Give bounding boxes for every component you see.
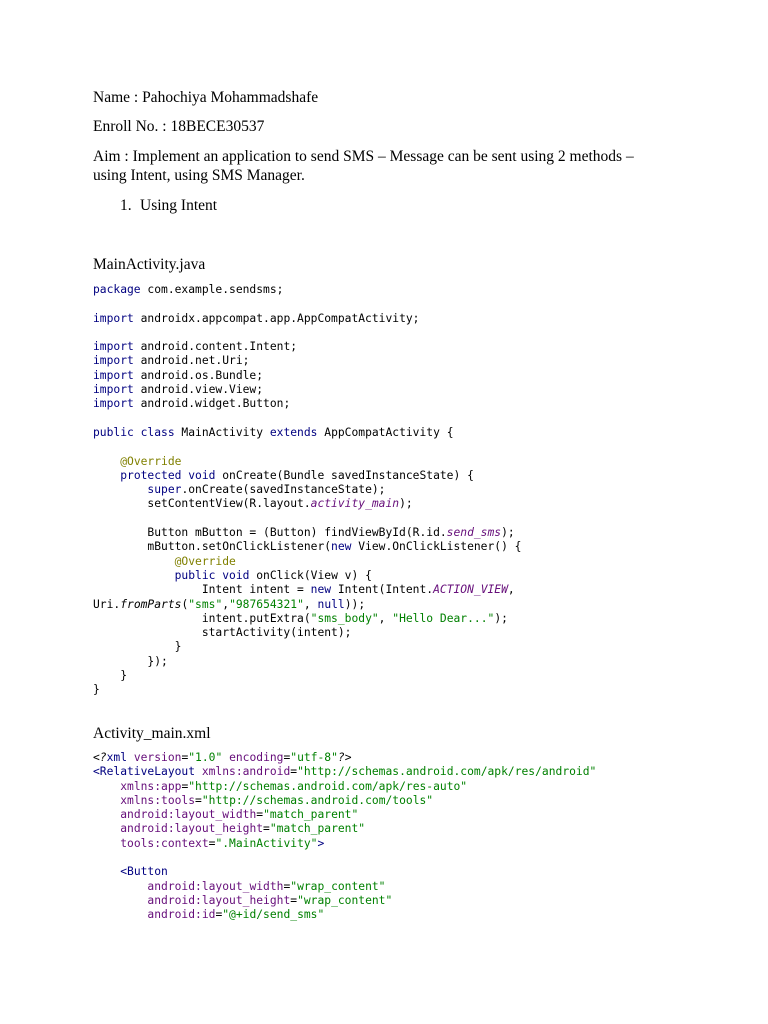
- code-token: MainActivity: [174, 425, 264, 439]
- code-token: import: [93, 397, 134, 411]
- code-line: [93, 583, 522, 597]
- code-token: androidx.appcompat.app.AppCompatActivity;: [133, 311, 420, 325]
- code-token: }: [93, 640, 182, 654]
- code-token: ,: [222, 597, 230, 611]
- code-token: [93, 837, 120, 850]
- code-token: android:layout_height: [147, 893, 291, 907]
- code-line: [93, 497, 522, 511]
- java-section-title: MainActivity.java: [93, 256, 206, 273]
- code-token: "987654321": [229, 597, 304, 611]
- code-line: [93, 283, 522, 297]
- code-token: "http://schemas.android.com/apk/res/android": [297, 765, 597, 779]
- code-token: "wrap_content": [297, 893, 393, 907]
- code-token: import: [93, 354, 134, 368]
- code-line: [93, 794, 596, 808]
- code-line: [93, 626, 522, 640]
- code-token: ,: [378, 611, 393, 625]
- java-code-block: [93, 283, 522, 698]
- code-token: ,: [303, 597, 318, 611]
- code-token: super: [147, 483, 182, 497]
- code-token: );: [494, 611, 508, 625]
- code-line: [93, 822, 596, 836]
- code-token: [93, 569, 175, 582]
- code-line: [93, 412, 522, 426]
- code-line: [93, 297, 522, 311]
- code-token: [93, 894, 147, 907]
- code-token: [93, 455, 120, 468]
- code-token: xml: [106, 751, 134, 764]
- code-token: [93, 865, 120, 878]
- code-line: [93, 369, 522, 383]
- code-line: [93, 526, 522, 540]
- aim-statement: Aim : Implement an application to send SMS – Message can be sent using 2 methods – using Intent, using SMS Manager.: [93, 148, 634, 184]
- code-line: [93, 751, 596, 765]
- list-item-using-intent: [120, 196, 217, 215]
- code-token: [93, 469, 120, 482]
- xml-code-block: [93, 751, 596, 923]
- code-token: "utf-8": [290, 751, 338, 764]
- code-token: new: [331, 540, 352, 554]
- code-line: [93, 340, 522, 354]
- code-token: import: [93, 383, 134, 397]
- code-line: [93, 908, 596, 922]
- code-line: [93, 326, 522, 340]
- code-token: "http://schemas.android.com/tools": [201, 793, 434, 807]
- code-token: ,: [507, 583, 515, 597]
- code-token: AppCompatActivity {: [317, 425, 454, 439]
- code-token: xmlns:app: [120, 779, 182, 793]
- code-token: =: [290, 893, 298, 907]
- code-token: }: [93, 683, 100, 697]
- code-token: [93, 555, 175, 568]
- code-token: "sms": [188, 597, 223, 611]
- code-line: [93, 354, 522, 368]
- code-token: =: [195, 793, 202, 807]
- code-token: xmlns:android: [201, 765, 291, 779]
- code-line: [93, 397, 522, 411]
- code-line: [93, 426, 522, 440]
- code-token: ".MainActivity": [215, 836, 318, 850]
- code-line: [93, 312, 522, 326]
- code-token: @Override: [120, 454, 182, 468]
- code-token: =: [256, 808, 264, 822]
- code-token: [93, 794, 120, 807]
- code-token: =: [181, 751, 189, 764]
- code-token: "match_parent": [263, 808, 359, 822]
- code-token: public class: [93, 425, 175, 439]
- code-token: "http://schemas.android.com/apk/res-auto": [188, 779, 468, 793]
- code-line: [93, 555, 522, 569]
- code-line: [93, 851, 596, 865]
- code-line: [93, 612, 522, 626]
- code-line: [93, 837, 596, 851]
- code-token: "match_parent": [269, 822, 366, 836]
- code-token: public void: [174, 568, 250, 582]
- code-token: .onCreate(savedInstanceState);: [181, 483, 386, 497]
- code-line: [93, 894, 596, 908]
- code-token: onClick(View v) {: [249, 568, 372, 582]
- code-token: com.example.sendsms;: [140, 283, 284, 296]
- code-line: [93, 598, 522, 612]
- code-token: android.os.Bundle;: [133, 368, 264, 382]
- code-token: android:id: [147, 908, 216, 922]
- code-token: =: [208, 836, 216, 850]
- code-line: [93, 440, 522, 454]
- code-token: android:layout_width: [147, 879, 284, 893]
- code-token: [93, 483, 147, 496]
- code-line: [93, 655, 522, 669]
- code-token: [93, 908, 147, 921]
- code-token: import: [93, 368, 134, 382]
- code-token: android.widget.Button;: [133, 397, 291, 411]
- code-token: android:layout_height: [120, 822, 264, 836]
- code-token: });: [93, 654, 168, 668]
- code-token: Uri.: [93, 597, 121, 611]
- code-token: intent.putExtra(: [93, 611, 311, 625]
- code-line: [93, 880, 596, 894]
- list-number: 1.: [120, 197, 132, 214]
- code-token: Intent intent =: [93, 583, 311, 597]
- code-line: [93, 569, 522, 583]
- code-token: =: [290, 765, 298, 779]
- code-token: new: [310, 583, 332, 597]
- code-token: }: [93, 669, 128, 683]
- code-token: android:layout_width: [120, 808, 257, 822]
- code-token: >: [317, 836, 325, 850]
- code-token: =: [283, 751, 291, 764]
- code-token: @Override: [174, 554, 236, 568]
- code-line: [93, 669, 522, 683]
- code-token: package: [93, 283, 141, 296]
- code-token: "Hello Dear...": [392, 611, 495, 625]
- code-token: [93, 808, 120, 821]
- code-token: [93, 780, 120, 793]
- code-line: [93, 483, 522, 497]
- code-token: onCreate(Bundle savedInstanceState) {: [215, 468, 474, 482]
- code-token: "wrap_content": [290, 879, 386, 893]
- code-token: <?: [93, 751, 107, 764]
- code-token: ?>: [337, 751, 352, 764]
- code-token: android.view.View;: [133, 383, 264, 397]
- code-token: import: [93, 311, 134, 325]
- code-token: protected void: [120, 468, 216, 482]
- code-line: [93, 512, 522, 526]
- code-token: null: [317, 597, 345, 611]
- code-line: [93, 640, 522, 654]
- code-token: ));: [344, 597, 366, 611]
- code-token: =: [263, 822, 270, 836]
- code-token: encoding: [222, 751, 284, 764]
- code-token: =: [181, 779, 189, 793]
- code-token: android.content.Intent;: [133, 340, 298, 354]
- code-token: version: [133, 751, 182, 764]
- code-token: <Button: [120, 865, 168, 879]
- code-line: [93, 383, 522, 397]
- code-token: [93, 880, 147, 893]
- xml-section-title: Activity_main.xml: [93, 725, 211, 742]
- code-token: "1.0": [188, 751, 223, 764]
- code-line: [93, 765, 596, 779]
- enroll-number: Enroll No. : 18BECE30537: [93, 118, 265, 135]
- code-token: [93, 822, 120, 835]
- code-token: "sms_body": [310, 611, 379, 625]
- code-line: [93, 683, 522, 697]
- code-token: );: [399, 497, 413, 511]
- code-token: startActivity(intent);: [93, 626, 352, 640]
- code-token: activity_main: [310, 497, 400, 511]
- code-token: tools:context: [120, 836, 209, 850]
- code-token: View.OnClickListener() {: [351, 540, 522, 554]
- code-token: extends: [263, 425, 318, 439]
- student-name: Name : Pahochiya Mohammadshafe: [93, 89, 319, 106]
- code-token: android.net.Uri;: [133, 354, 250, 368]
- code-line: [93, 455, 522, 469]
- code-token: <RelativeLayout: [93, 765, 202, 779]
- code-token: Button mButton = (Button) findViewById(R.id.: [93, 526, 447, 540]
- code-line: [93, 469, 522, 483]
- code-token: );: [501, 526, 515, 540]
- code-token: import: [93, 340, 134, 354]
- list-label: Using Intent: [140, 197, 218, 214]
- code-line: [93, 808, 596, 822]
- code-token: xmlns:tools: [120, 793, 196, 807]
- code-token: "@+id/send_sms": [222, 908, 325, 922]
- code-token: =: [215, 908, 223, 922]
- code-token: =: [283, 879, 291, 893]
- code-token: setContentView(R.layout.: [93, 497, 311, 511]
- code-token: ACTION_VIEW: [433, 583, 508, 597]
- code-token: Intent(Intent.: [331, 583, 434, 597]
- code-line: [93, 780, 596, 794]
- code-token: send_sms: [446, 526, 502, 540]
- code-token: (: [181, 597, 189, 611]
- code-token: fromParts: [120, 597, 182, 611]
- code-line: [93, 865, 596, 879]
- code-token: mButton.setOnClickListener(: [93, 540, 332, 554]
- code-line: [93, 540, 522, 554]
